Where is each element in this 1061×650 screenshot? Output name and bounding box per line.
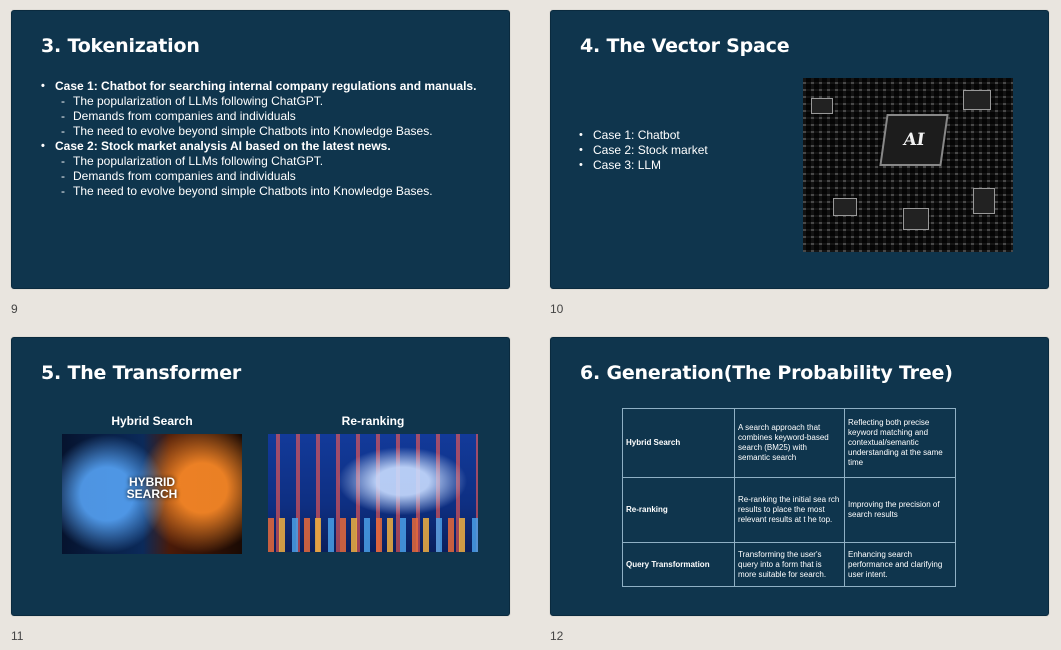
slide-thumbnail-10[interactable]	[550, 10, 1049, 289]
circuit-chip	[833, 198, 857, 216]
bullet-list	[579, 128, 708, 173]
circuit-chip	[973, 188, 995, 214]
bullet-list	[41, 79, 491, 199]
re-ranking-image	[268, 434, 478, 552]
ai-chip-label: AI	[902, 130, 926, 150]
sub-bullet: - The need to evolve beyond simple Chatbots into Knowledge Bases.	[57, 124, 491, 139]
table-cell: Query Transformation	[623, 543, 735, 587]
slide-title: 4. The Vector Space	[580, 35, 790, 57]
bullet-item	[41, 79, 491, 139]
hybrid-search-image	[62, 434, 242, 554]
table-cell: Re-ranking the initial sea rch results to place the most relevant results at t he top.	[735, 478, 845, 543]
slide-title: 5. The Transformer	[41, 362, 242, 384]
comparison-table	[622, 408, 956, 587]
result-bars	[268, 518, 478, 552]
sub-bullet: - Demands from companies and individuals	[57, 109, 491, 124]
table-cell: Transforming the user's query into a form that is more suitable for search.	[735, 543, 845, 587]
ai-chip-image	[803, 78, 1013, 252]
slide-title: 6. Generation(The Probability Tree)	[580, 362, 953, 384]
bullet-item: • Case 3: LLM	[579, 158, 708, 173]
sub-bullet: - Demands from companies and individuals	[57, 169, 491, 184]
sub-bullet: - The popularization of LLMs following ChatGPT.	[57, 94, 491, 109]
slide-title: 3. Tokenization	[41, 35, 200, 57]
bullet-text: Case 1: Chatbot for searching internal company regulations and manuals.	[55, 79, 477, 93]
slide-number: 10	[550, 302, 564, 316]
bullet-item	[41, 139, 491, 199]
bullet-text: Case 2: Stock market analysis AI based on the latest news.	[55, 139, 391, 153]
table-cell: A search approach that combines keyword-based search (BM25) with semantic search	[735, 409, 845, 478]
table-cell: Hybrid Search	[623, 409, 735, 478]
circuit-chip	[963, 90, 991, 110]
ai-chip	[879, 114, 948, 166]
table-row	[623, 543, 956, 587]
circuit-chip	[811, 98, 833, 114]
table-cell: Improving the precision of search results	[845, 478, 956, 543]
table-cell: Enhancing search performance and clarifying user intent.	[845, 543, 956, 587]
sub-bullet: - The need to evolve beyond simple Chatbots into Knowledge Bases.	[57, 184, 491, 199]
slide-thumbnail-12[interactable]	[550, 337, 1049, 616]
hybrid-search-label: Hybrid Search	[111, 414, 193, 428]
table-cell: Re-ranking	[623, 478, 735, 543]
slide-number: 9	[11, 302, 18, 316]
table-cell: Reflecting both precise keyword matching and contextual/semantic understanding at the same time	[845, 409, 956, 478]
slide-thumbnail-9[interactable]	[11, 10, 510, 289]
table-row	[623, 478, 956, 543]
bullet-item: • Case 1: Chatbot	[579, 128, 708, 143]
hybrid-search-overlay-text: HYBRID SEARCH	[126, 475, 178, 501]
re-ranking-label: Re-ranking	[341, 414, 405, 428]
sub-bullet: - The popularization of LLMs following ChatGPT.	[57, 154, 491, 169]
bullet-item: • Case 2: Stock market	[579, 143, 708, 158]
circuit-chip	[903, 208, 929, 230]
table-row	[623, 409, 956, 478]
slide-number: 11	[11, 629, 24, 643]
slide-thumbnail-11[interactable]	[11, 337, 510, 616]
slide-number: 12	[550, 629, 564, 643]
